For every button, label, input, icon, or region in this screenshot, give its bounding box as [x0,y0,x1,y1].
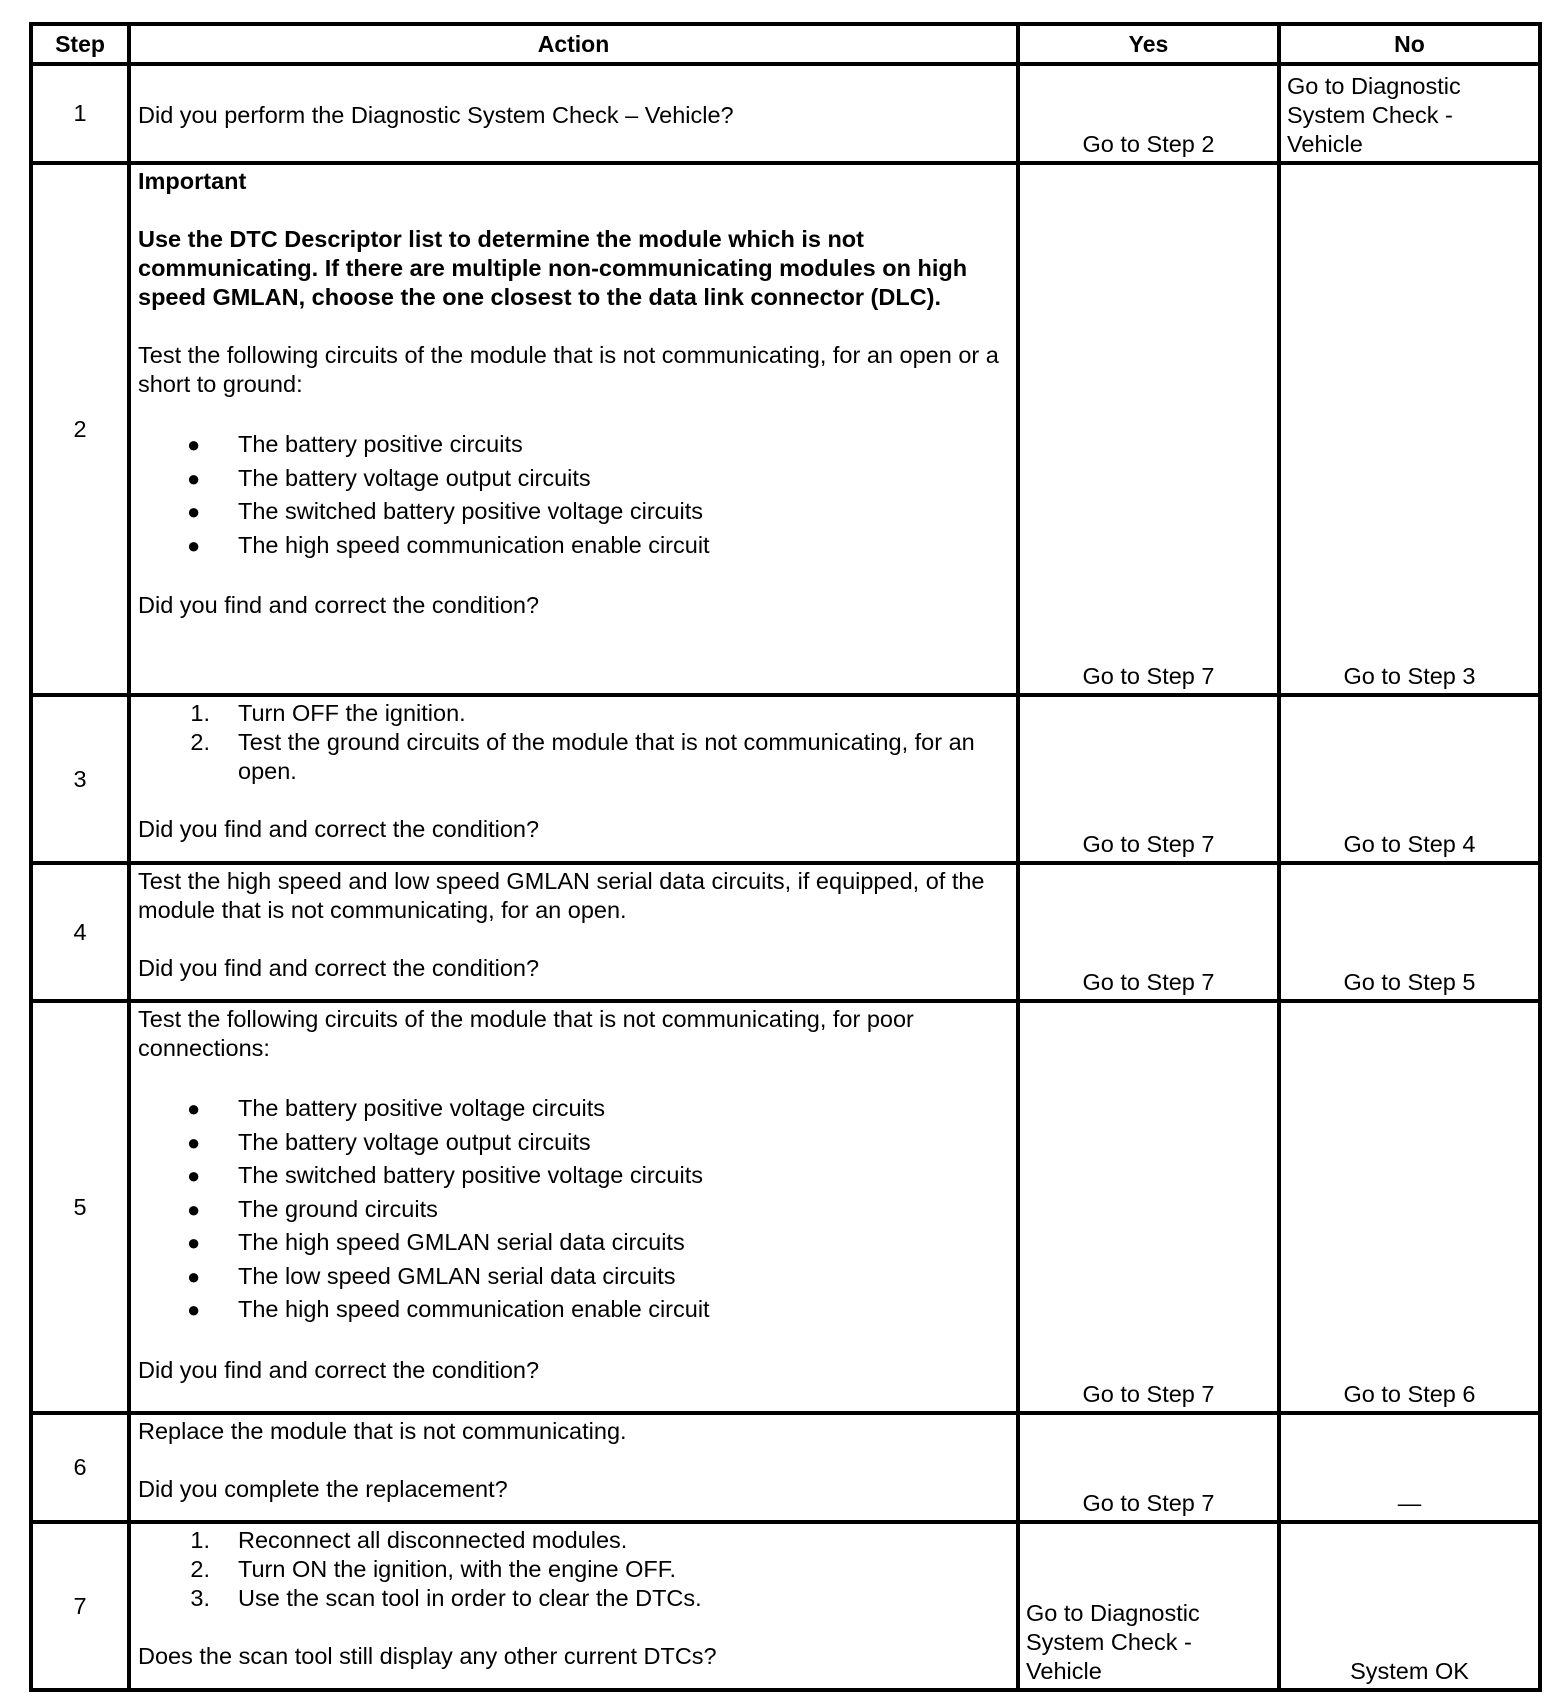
numbered-list [138,699,1008,786]
action-cell [129,163,1018,695]
list-item: 2. Test the ground circuits of the module that is not communicating, for an open. [190,729,975,784]
header-action: Action [129,24,1018,64]
action-intro: Test the following circuits of the module that is not communicating, for an open or a short to ground: [138,342,999,397]
diagnostic-table [29,22,1542,1692]
yes-cell: Go to Step 7 [1018,163,1279,695]
no-cell: Go to Step 3 [1279,163,1540,695]
list-item: ● The ground circuits [187,1195,438,1222]
header-yes: Yes [1018,24,1279,64]
circuit-list [138,428,1008,562]
action-cell [129,64,1018,163]
header-step: Step [31,24,129,64]
action-cell [129,1413,1018,1522]
action-question: Did you complete the replacement? [138,1476,508,1502]
action-question: Did you find and correct the condition? [138,816,540,842]
no-cell: Go to Step 6 [1279,1001,1540,1413]
list-item: 2. Turn ON the ignition, with the engine OFF. [190,1556,677,1582]
yes-cell: Go to Step 7 [1018,863,1279,1001]
list-item: 1. Turn OFF the ignition. [190,700,466,726]
action-question: Did you find and correct the condition? [138,1356,540,1383]
header-no: No [1279,24,1540,64]
action-question: Did you find and correct the condition? [138,592,540,618]
table-row [31,695,1540,863]
header-row [31,24,1540,64]
step-number: 5 [31,1001,129,1413]
no-cell: — [1279,1413,1540,1522]
no-cell: Go to Diagnostic System Check - Vehicle [1279,64,1540,163]
action-cell [129,863,1018,1001]
no-cell: System OK [1279,1522,1540,1690]
list-item: ● The battery voltage output circuits [187,1128,591,1155]
table-row [31,64,1540,163]
table-row [31,1413,1540,1522]
action-cell [129,1001,1018,1413]
list-item: ● The battery positive circuits [187,431,523,457]
no-cell: Go to Step 5 [1279,863,1540,1001]
step-number: 2 [31,163,129,695]
step-number: 1 [31,64,129,163]
list-item: ● The high speed GMLAN serial data circuits [187,1229,685,1255]
action-question: Does the scan tool still display any other current DTCs? [138,1643,717,1669]
circuit-list [138,1092,1008,1327]
action-cell [129,695,1018,863]
table-row [31,863,1540,1001]
action-intro: Test the following circuits of the module that is not communicating, for poor connections: [138,1006,914,1061]
numbered-list [138,1526,1008,1613]
list-item: ● The battery positive voltage circuits [187,1095,606,1121]
action-cell [129,1522,1018,1690]
action-intro: Test the high speed and low speed GMLAN serial data circuits, if equipped, of the module that is not communicating, for an open. [138,868,985,923]
list-item: 1. Reconnect all disconnected modules. [190,1527,628,1553]
yes-cell: Go to Step 7 [1018,1413,1279,1522]
table-row [31,1522,1540,1690]
step-number: 3 [31,695,129,863]
action-intro: Replace the module that is not communicating. [138,1418,627,1444]
table-row [31,1001,1540,1413]
list-item: ● The battery voltage output circuits [187,464,591,491]
yes-cell: Go to Step 7 [1018,1001,1279,1413]
step-number: 6 [31,1413,129,1522]
list-item: ● The high speed communication enable circuit [187,1296,710,1322]
list-item: ● The low speed GMLAN serial data circuits [187,1262,676,1289]
yes-cell: Go to Step 7 [1018,695,1279,863]
list-item: ● The high speed communication enable circuit [187,531,710,558]
list-item: ● The switched battery positive voltage circuits [187,498,703,524]
important-label: Important [138,168,247,194]
action-question: Did you find and correct the condition? [138,955,540,981]
list-item: 3. Use the scan tool in order to clear the DTCs. [190,1585,702,1611]
table-row [31,163,1540,695]
list-item: ● The switched battery positive voltage circuits [187,1162,703,1188]
yes-cell: Go to Step 2 [1018,64,1279,163]
important-text: Use the DTC Descriptor list to determine the module which is not communicating. If there are multiple non-communicating modules on high speed GMLAN, choose the one closest to the data link connector (DLC). [138,226,968,310]
no-cell: Go to Step 4 [1279,695,1540,863]
yes-cell: Go to Diagnostic System Check - Vehicle [1018,1522,1279,1690]
step-number: 4 [31,863,129,1001]
action-text: Did you perform the Diagnostic System Check – Vehicle? [138,102,734,128]
step-number: 7 [31,1522,129,1690]
